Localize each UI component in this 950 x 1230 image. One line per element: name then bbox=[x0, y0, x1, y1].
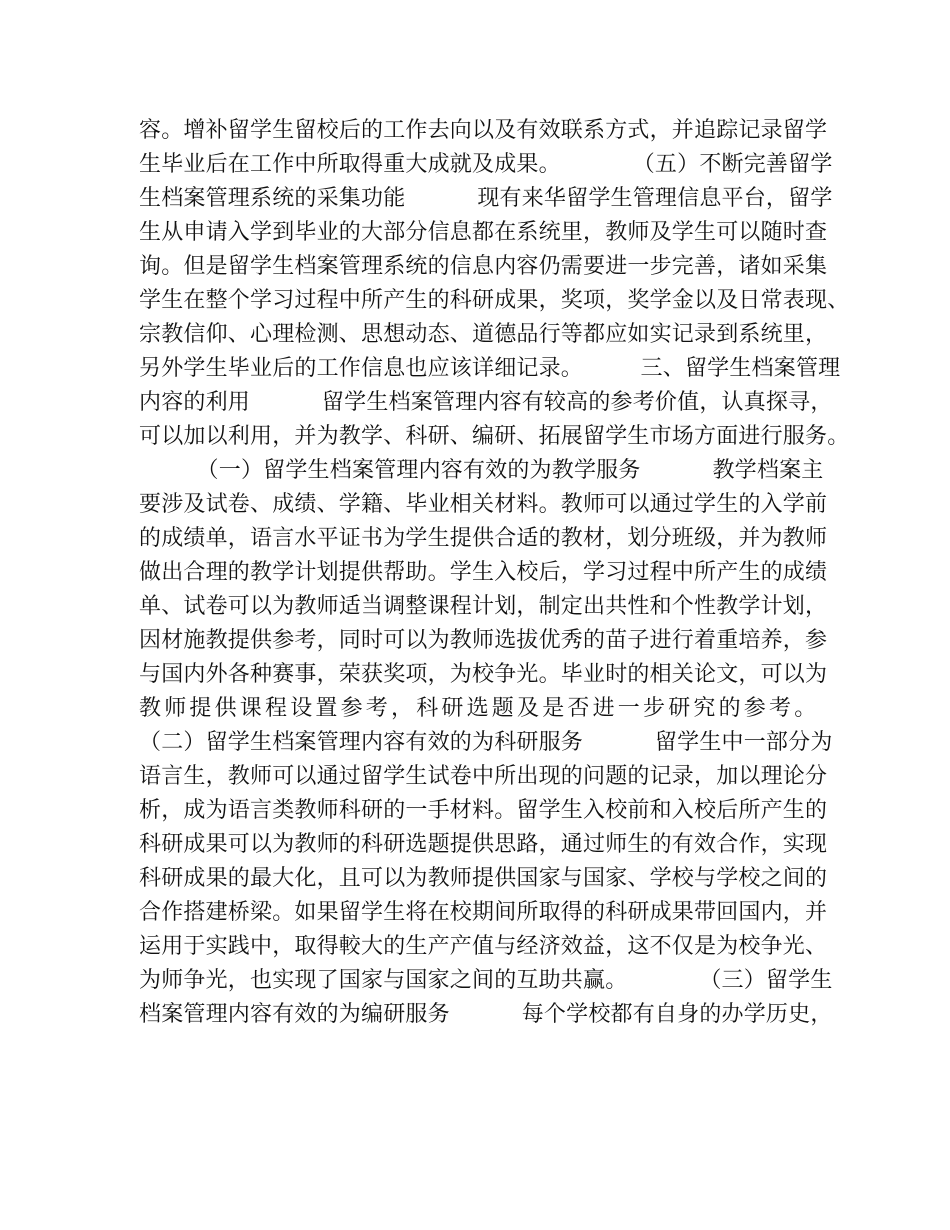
text-line-19: （二）留学生档案管理内容有效的为科研服务 留学生中一部分为 bbox=[139, 730, 833, 755]
text-line-5: 询。但是留学生档案管理系统的信息内容仍需要进一步完善，诸如采集 bbox=[139, 254, 828, 279]
text-line-14: 做出合理的教学计划提供帮助。学生入校后，学习过程中所产生的成绩 bbox=[139, 560, 828, 585]
text-line-25: 运用于实践中，取得較大的生产产值与经济效益，这不仅是为校争光、 bbox=[139, 934, 828, 959]
text-line-10: 可以加以利用，并为教学、科研、编研、拓展留学生市场方面进行服务。 bbox=[139, 424, 850, 449]
text-line-9: 内容的利用 留学生档案管理内容有较高的参考价值，认真探寻， bbox=[139, 390, 833, 415]
text-line-16: 因材施教提供参考，同时可以为教师选拔优秀的苗子进行着重培养，参 bbox=[139, 628, 828, 653]
text-line-8: 另外学生毕业后的工作信息也应该详细记录。 三、留学生档案管理 bbox=[139, 356, 841, 381]
text-line-2: 生毕业后在工作中所取得重大成就及成果。 （五）不断完善留学 bbox=[139, 152, 833, 177]
text-line-13: 的成绩单，语言水平证书为学生提供合适的教材，划分班级，并为教师 bbox=[139, 526, 828, 551]
text-line-17: 与国内外各种赛事，荣获奖项，为校争光。毕业时的相关论文，可以为 bbox=[139, 662, 828, 687]
text-line-24: 合作搭建桥梁。如果留学生将在校期间所取得的科研成果带回国内，并 bbox=[139, 900, 828, 925]
text-line-3: 生档案管理系统的采集功能 现有来华留学生管理信息平台，留学 bbox=[139, 186, 833, 211]
text-line-27: 档案管理内容有效的为编研服务 每个学校都有自身的办学历史， bbox=[139, 1002, 833, 1027]
text-line-20: 语言生，教师可以通过留学生试卷中所出现的问题的记录，加以理论分 bbox=[139, 764, 828, 789]
text-line-15: 单、试卷可以为教师适当调整课程计划，制定出共性和个性教学计划， bbox=[139, 594, 828, 619]
text-line-1: 容。增补留学生留校后的工作去向以及有效联系方式，并追踪记录留学 bbox=[139, 118, 828, 143]
text-line-26: 为师争光，也实现了国家与国家之间的互助共赢。 （三）留学生 bbox=[139, 968, 833, 993]
text-line-6: 学生在整个学习过程中所产生的科研成果，奖项，奖学金以及日常表现、 bbox=[139, 288, 850, 313]
text-line-7: 宗教信仰、心理检测、思想动态、道德品行等都应如实记录到系统里， bbox=[139, 322, 828, 347]
text-line-12: 要涉及试卷、成绩、学籍、毕业相关材料。教师可以通过学生的入学前 bbox=[139, 492, 828, 517]
text-line-21: 析，成为语言类教师科研的一手材料。留学生入校前和入校后所产生的 bbox=[139, 798, 828, 823]
text-line-23: 科研成果的最大化，且可以为教师提供国家与国家、学校与学校之间的 bbox=[139, 866, 828, 891]
text-line-11: （一）留学生档案管理内容有效的为教学服务 教学档案主 bbox=[139, 458, 824, 483]
text-line-22: 科研成果可以为教师的科研选题提供思路，通过师生的有效合作，实现 bbox=[139, 832, 828, 857]
text-line-4: 生从申请入学到毕业的大部分信息都在系统里，教师及学生可以随时查 bbox=[139, 220, 828, 245]
text-line-18: 教师提供课程设置参考，科研选题及是否进一步研究的参考。 bbox=[139, 696, 820, 721]
